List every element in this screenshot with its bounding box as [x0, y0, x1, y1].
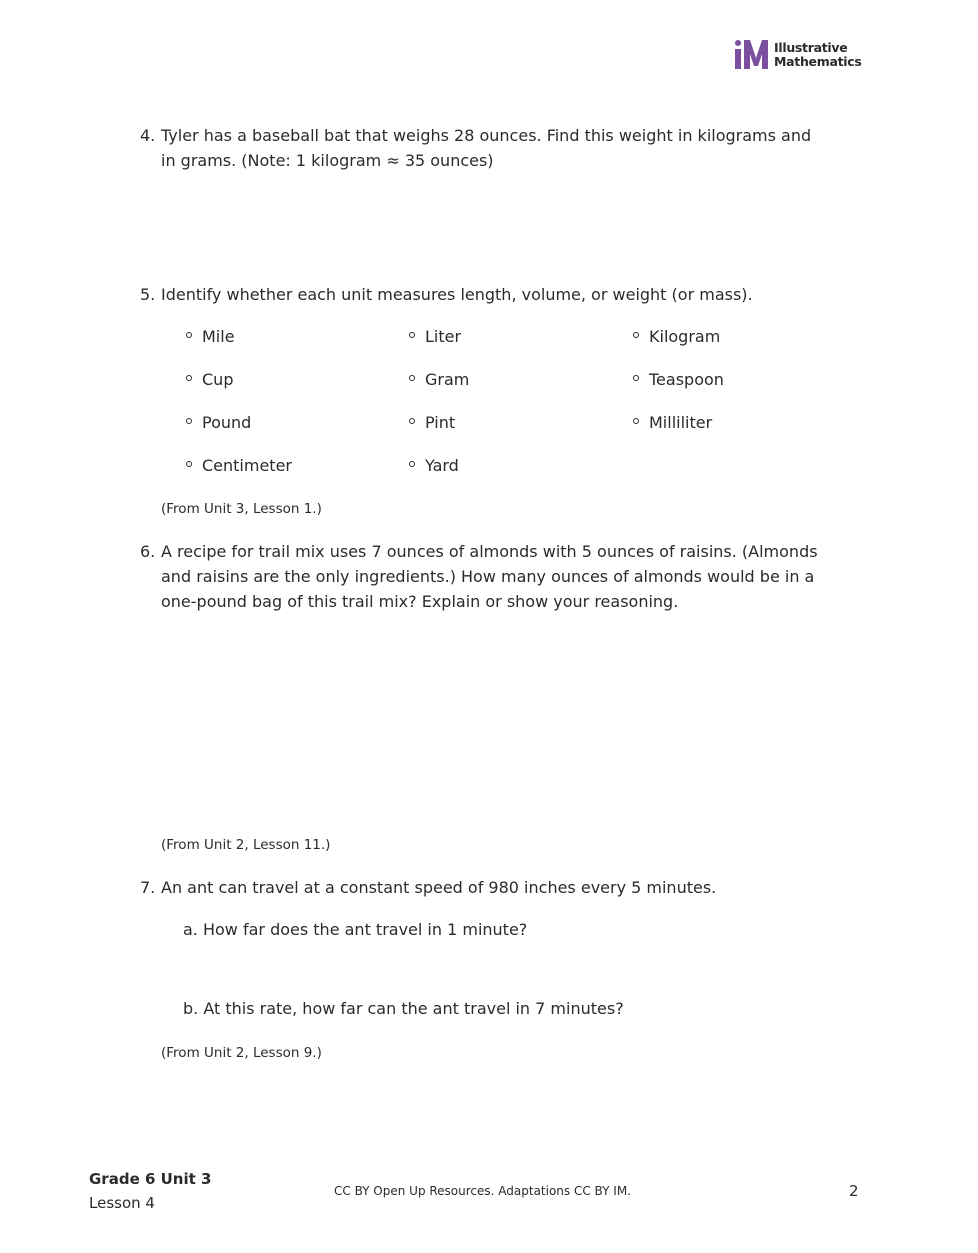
unit-label: Yard	[425, 456, 459, 475]
footer-grade-unit: Grade 6 Unit 3	[89, 1170, 212, 1188]
circle-bullet-icon	[409, 461, 415, 467]
unit-label: Teaspoon	[649, 370, 724, 389]
unit-label: Liter	[425, 327, 462, 346]
logo-line-2: Mathematics	[774, 54, 862, 69]
circle-bullet-icon	[409, 332, 415, 338]
circle-bullet-icon	[409, 375, 415, 381]
unit-label: Mile	[202, 327, 235, 346]
circle-bullet-icon	[186, 332, 192, 338]
circle-bullet-icon	[186, 418, 192, 424]
question-text: Tyler has a baseball bat that weighs 28 ounces. Find this weight in kilograms and in grams. (Note: 1 kilogram ≈ 35 ounces)	[161, 126, 812, 170]
footer-license: CC BY Open Up Resources. Adaptations CC BY IM.	[334, 1184, 631, 1198]
question-7-part-b: b. At this rate, how far can the ant travel in 7 minutes?	[183, 999, 624, 1018]
unit-label: Pint	[425, 413, 456, 432]
question-number: 6.	[140, 542, 156, 561]
circle-bullet-icon	[186, 375, 192, 381]
unit-label: Centimeter	[202, 456, 292, 475]
source-reference: (From Unit 3, Lesson 1.)	[161, 501, 322, 517]
unit-label: Pound	[202, 413, 252, 432]
circle-bullet-icon	[633, 375, 639, 381]
page-number: 2	[849, 1182, 859, 1200]
question-number: 4.	[140, 126, 156, 145]
source-reference: (From Unit 2, Lesson 11.)	[161, 837, 331, 853]
circle-bullet-icon	[186, 461, 192, 467]
question-7	[140, 875, 820, 900]
unit-label: Gram	[425, 370, 470, 389]
question-5	[140, 282, 820, 307]
unit-label: Kilogram	[649, 327, 721, 346]
question-number: 5.	[140, 285, 156, 304]
circle-bullet-icon	[633, 418, 639, 424]
question-7-part-a: a. How far does the ant travel in 1 minute?	[183, 920, 528, 939]
footer-lesson: Lesson 4	[89, 1194, 155, 1212]
unit-label: Cup	[202, 370, 234, 389]
question-6	[140, 539, 820, 614]
circle-bullet-icon	[409, 418, 415, 424]
question-text: A recipe for trail mix uses 7 ounces of almonds with 5 ounces of raisins. (Almonds and raisins are the only ingredients.) How many ounces of almonds would be in a one-pound bag of this trail mix? Explain or show your reasoning.	[161, 542, 818, 611]
source-reference: (From Unit 2, Lesson 9.)	[161, 1045, 322, 1061]
question-4	[140, 123, 820, 173]
question-text: An ant can travel at a constant speed of 980 inches every 5 minutes.	[161, 878, 717, 897]
logo-text	[774, 41, 862, 69]
question-number: 7.	[140, 878, 156, 897]
unit-label: Milliliter	[649, 413, 713, 432]
question-text: Identify whether each unit measures length, volume, or weight (or mass).	[161, 285, 753, 304]
im-logo-icon	[734, 40, 770, 70]
circle-bullet-icon	[633, 332, 639, 338]
logo-line-1: Illustrative	[774, 40, 848, 55]
